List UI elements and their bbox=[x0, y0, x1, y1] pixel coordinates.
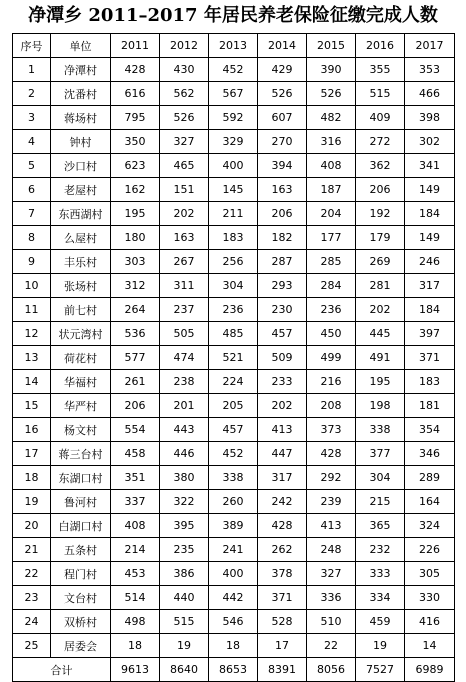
count-cell: 330 bbox=[405, 586, 455, 610]
count-cell: 195 bbox=[356, 370, 405, 394]
count-cell: 457 bbox=[209, 418, 258, 442]
count-cell: 272 bbox=[356, 130, 405, 154]
count-cell: 285 bbox=[307, 250, 356, 274]
unit-name: 张场村 bbox=[51, 274, 111, 298]
unit-name: 蒋场村 bbox=[51, 106, 111, 130]
count-cell: 459 bbox=[356, 610, 405, 634]
total-label: 合计 bbox=[13, 658, 111, 682]
total-value: 8056 bbox=[307, 658, 356, 682]
row-index: 7 bbox=[13, 202, 51, 226]
column-header: 2017 bbox=[405, 34, 455, 58]
count-cell: 292 bbox=[307, 466, 356, 490]
count-cell: 183 bbox=[209, 226, 258, 250]
count-cell: 327 bbox=[307, 562, 356, 586]
count-cell: 562 bbox=[160, 82, 209, 106]
count-cell: 202 bbox=[258, 394, 307, 418]
row-index: 10 bbox=[13, 274, 51, 298]
count-cell: 163 bbox=[160, 226, 209, 250]
row-index: 25 bbox=[13, 634, 51, 658]
row-index: 4 bbox=[13, 130, 51, 154]
count-cell: 149 bbox=[405, 178, 455, 202]
count-cell: 458 bbox=[111, 442, 160, 466]
unit-name: 白湖口村 bbox=[51, 514, 111, 538]
count-cell: 206 bbox=[111, 394, 160, 418]
count-cell: 289 bbox=[405, 466, 455, 490]
count-cell: 19 bbox=[160, 634, 209, 658]
count-cell: 18 bbox=[111, 634, 160, 658]
count-cell: 616 bbox=[111, 82, 160, 106]
count-cell: 270 bbox=[258, 130, 307, 154]
table-row bbox=[13, 82, 455, 106]
count-cell: 430 bbox=[160, 58, 209, 82]
count-cell: 311 bbox=[160, 274, 209, 298]
count-cell: 248 bbox=[307, 538, 356, 562]
count-cell: 338 bbox=[356, 418, 405, 442]
table-row bbox=[13, 562, 455, 586]
count-cell: 409 bbox=[356, 106, 405, 130]
count-cell: 452 bbox=[209, 58, 258, 82]
total-row bbox=[13, 658, 455, 682]
table-row bbox=[13, 226, 455, 250]
count-cell: 235 bbox=[160, 538, 209, 562]
count-cell: 211 bbox=[209, 202, 258, 226]
count-cell: 305 bbox=[405, 562, 455, 586]
row-index: 14 bbox=[13, 370, 51, 394]
row-index: 11 bbox=[13, 298, 51, 322]
table-row bbox=[13, 466, 455, 490]
count-cell: 337 bbox=[111, 490, 160, 514]
count-cell: 287 bbox=[258, 250, 307, 274]
count-cell: 413 bbox=[307, 514, 356, 538]
count-cell: 371 bbox=[258, 586, 307, 610]
row-index: 23 bbox=[13, 586, 51, 610]
count-cell: 230 bbox=[258, 298, 307, 322]
table-row bbox=[13, 346, 455, 370]
count-cell: 302 bbox=[405, 130, 455, 154]
count-cell: 293 bbox=[258, 274, 307, 298]
count-cell: 242 bbox=[258, 490, 307, 514]
count-cell: 14 bbox=[405, 634, 455, 658]
count-cell: 509 bbox=[258, 346, 307, 370]
count-cell: 215 bbox=[356, 490, 405, 514]
table-row bbox=[13, 586, 455, 610]
count-cell: 183 bbox=[405, 370, 455, 394]
row-index: 22 bbox=[13, 562, 51, 586]
count-cell: 232 bbox=[356, 538, 405, 562]
count-cell: 445 bbox=[356, 322, 405, 346]
count-cell: 202 bbox=[356, 298, 405, 322]
count-cell: 466 bbox=[405, 82, 455, 106]
total-value: 6989 bbox=[405, 658, 455, 682]
count-cell: 429 bbox=[258, 58, 307, 82]
count-cell: 338 bbox=[209, 466, 258, 490]
count-cell: 237 bbox=[160, 298, 209, 322]
row-index: 12 bbox=[13, 322, 51, 346]
count-cell: 162 bbox=[111, 178, 160, 202]
count-cell: 267 bbox=[160, 250, 209, 274]
total-value: 8640 bbox=[160, 658, 209, 682]
count-cell: 206 bbox=[356, 178, 405, 202]
table-row bbox=[13, 130, 455, 154]
unit-name: 老屋村 bbox=[51, 178, 111, 202]
count-cell: 397 bbox=[405, 322, 455, 346]
row-index: 21 bbox=[13, 538, 51, 562]
unit-name: 沈番村 bbox=[51, 82, 111, 106]
count-cell: 400 bbox=[209, 562, 258, 586]
count-cell: 151 bbox=[160, 178, 209, 202]
table-row bbox=[13, 610, 455, 634]
count-cell: 214 bbox=[111, 538, 160, 562]
count-cell: 607 bbox=[258, 106, 307, 130]
count-cell: 536 bbox=[111, 322, 160, 346]
column-header: 2016 bbox=[356, 34, 405, 58]
count-cell: 246 bbox=[405, 250, 455, 274]
count-cell: 351 bbox=[111, 466, 160, 490]
count-cell: 316 bbox=[307, 130, 356, 154]
count-cell: 269 bbox=[356, 250, 405, 274]
count-cell: 377 bbox=[356, 442, 405, 466]
count-cell: 205 bbox=[209, 394, 258, 418]
unit-name: 杨文村 bbox=[51, 418, 111, 442]
table-row bbox=[13, 490, 455, 514]
unit-name: 荷花村 bbox=[51, 346, 111, 370]
count-cell: 181 bbox=[405, 394, 455, 418]
total-value: 9613 bbox=[111, 658, 160, 682]
row-index: 6 bbox=[13, 178, 51, 202]
count-cell: 514 bbox=[111, 586, 160, 610]
count-cell: 394 bbox=[258, 154, 307, 178]
table-row bbox=[13, 154, 455, 178]
count-cell: 408 bbox=[111, 514, 160, 538]
unit-name: 东湖口村 bbox=[51, 466, 111, 490]
count-cell: 453 bbox=[111, 562, 160, 586]
count-cell: 491 bbox=[356, 346, 405, 370]
count-cell: 528 bbox=[258, 610, 307, 634]
count-cell: 457 bbox=[258, 322, 307, 346]
count-cell: 327 bbox=[160, 130, 209, 154]
row-index: 18 bbox=[13, 466, 51, 490]
column-header: 2011 bbox=[111, 34, 160, 58]
table-row bbox=[13, 298, 455, 322]
count-cell: 206 bbox=[258, 202, 307, 226]
count-cell: 317 bbox=[258, 466, 307, 490]
row-index: 3 bbox=[13, 106, 51, 130]
count-cell: 238 bbox=[160, 370, 209, 394]
table-row bbox=[13, 442, 455, 466]
count-cell: 260 bbox=[209, 490, 258, 514]
count-cell: 416 bbox=[405, 610, 455, 634]
count-cell: 202 bbox=[160, 202, 209, 226]
unit-name: 五条村 bbox=[51, 538, 111, 562]
unit-name: 丰乐村 bbox=[51, 250, 111, 274]
count-cell: 386 bbox=[160, 562, 209, 586]
count-cell: 346 bbox=[405, 442, 455, 466]
count-cell: 408 bbox=[307, 154, 356, 178]
column-header: 2015 bbox=[307, 34, 356, 58]
count-cell: 362 bbox=[356, 154, 405, 178]
count-cell: 447 bbox=[258, 442, 307, 466]
count-cell: 428 bbox=[307, 442, 356, 466]
table-row bbox=[13, 514, 455, 538]
column-header: 序号 bbox=[13, 34, 51, 58]
count-cell: 192 bbox=[356, 202, 405, 226]
count-cell: 324 bbox=[405, 514, 455, 538]
count-cell: 353 bbox=[405, 58, 455, 82]
total-value: 8653 bbox=[209, 658, 258, 682]
count-cell: 354 bbox=[405, 418, 455, 442]
table-row bbox=[13, 178, 455, 202]
row-index: 19 bbox=[13, 490, 51, 514]
count-cell: 239 bbox=[307, 490, 356, 514]
table-row bbox=[13, 202, 455, 226]
count-cell: 373 bbox=[307, 418, 356, 442]
unit-name: 么屋村 bbox=[51, 226, 111, 250]
count-cell: 577 bbox=[111, 346, 160, 370]
count-cell: 465 bbox=[160, 154, 209, 178]
total-value: 7527 bbox=[356, 658, 405, 682]
unit-name: 双桥村 bbox=[51, 610, 111, 634]
count-cell: 400 bbox=[209, 154, 258, 178]
count-cell: 442 bbox=[209, 586, 258, 610]
count-cell: 371 bbox=[405, 346, 455, 370]
count-cell: 236 bbox=[307, 298, 356, 322]
count-cell: 201 bbox=[160, 394, 209, 418]
row-index: 16 bbox=[13, 418, 51, 442]
count-cell: 485 bbox=[209, 322, 258, 346]
column-header: 2014 bbox=[258, 34, 307, 58]
count-cell: 312 bbox=[111, 274, 160, 298]
row-index: 15 bbox=[13, 394, 51, 418]
row-index: 8 bbox=[13, 226, 51, 250]
count-cell: 145 bbox=[209, 178, 258, 202]
table-row bbox=[13, 394, 455, 418]
count-cell: 413 bbox=[258, 418, 307, 442]
row-index: 5 bbox=[13, 154, 51, 178]
unit-name: 鲁河村 bbox=[51, 490, 111, 514]
count-cell: 474 bbox=[160, 346, 209, 370]
count-cell: 184 bbox=[405, 202, 455, 226]
count-cell: 322 bbox=[160, 490, 209, 514]
table-row bbox=[13, 538, 455, 562]
count-cell: 452 bbox=[209, 442, 258, 466]
count-cell: 163 bbox=[258, 178, 307, 202]
table-row bbox=[13, 106, 455, 130]
column-header: 单位 bbox=[51, 34, 111, 58]
table-row bbox=[13, 370, 455, 394]
unit-name: 状元湾村 bbox=[51, 322, 111, 346]
count-cell: 22 bbox=[307, 634, 356, 658]
unit-name: 沙口村 bbox=[51, 154, 111, 178]
count-cell: 179 bbox=[356, 226, 405, 250]
count-cell: 149 bbox=[405, 226, 455, 250]
column-header: 2013 bbox=[209, 34, 258, 58]
count-cell: 233 bbox=[258, 370, 307, 394]
count-cell: 329 bbox=[209, 130, 258, 154]
unit-name: 蒋三台村 bbox=[51, 442, 111, 466]
count-cell: 18 bbox=[209, 634, 258, 658]
count-cell: 317 bbox=[405, 274, 455, 298]
count-cell: 567 bbox=[209, 82, 258, 106]
count-cell: 380 bbox=[160, 466, 209, 490]
count-cell: 526 bbox=[307, 82, 356, 106]
count-cell: 521 bbox=[209, 346, 258, 370]
count-cell: 510 bbox=[307, 610, 356, 634]
count-cell: 241 bbox=[209, 538, 258, 562]
count-cell: 365 bbox=[356, 514, 405, 538]
count-cell: 262 bbox=[258, 538, 307, 562]
count-cell: 334 bbox=[356, 586, 405, 610]
count-cell: 164 bbox=[405, 490, 455, 514]
count-cell: 177 bbox=[307, 226, 356, 250]
count-cell: 446 bbox=[160, 442, 209, 466]
table-row bbox=[13, 58, 455, 82]
page-title: 净潭乡 2011–2017 年居民养老保险征缴完成人数 bbox=[28, 5, 438, 26]
unit-name: 净潭村 bbox=[51, 58, 111, 82]
row-index: 13 bbox=[13, 346, 51, 370]
unit-name: 钟村 bbox=[51, 130, 111, 154]
column-header: 2012 bbox=[160, 34, 209, 58]
count-cell: 515 bbox=[356, 82, 405, 106]
total-value: 8391 bbox=[258, 658, 307, 682]
count-cell: 390 bbox=[307, 58, 356, 82]
count-cell: 389 bbox=[209, 514, 258, 538]
header-row bbox=[13, 34, 455, 58]
count-cell: 505 bbox=[160, 322, 209, 346]
row-index: 17 bbox=[13, 442, 51, 466]
row-index: 2 bbox=[13, 82, 51, 106]
unit-name: 华严村 bbox=[51, 394, 111, 418]
count-cell: 378 bbox=[258, 562, 307, 586]
unit-name: 文台村 bbox=[51, 586, 111, 610]
row-index: 20 bbox=[13, 514, 51, 538]
count-cell: 395 bbox=[160, 514, 209, 538]
unit-name: 居委会 bbox=[51, 634, 111, 658]
row-index: 1 bbox=[13, 58, 51, 82]
count-cell: 264 bbox=[111, 298, 160, 322]
count-cell: 281 bbox=[356, 274, 405, 298]
count-cell: 428 bbox=[111, 58, 160, 82]
count-cell: 216 bbox=[307, 370, 356, 394]
count-cell: 482 bbox=[307, 106, 356, 130]
count-cell: 333 bbox=[356, 562, 405, 586]
row-index: 9 bbox=[13, 250, 51, 274]
count-cell: 450 bbox=[307, 322, 356, 346]
count-cell: 19 bbox=[356, 634, 405, 658]
count-cell: 795 bbox=[111, 106, 160, 130]
count-cell: 236 bbox=[209, 298, 258, 322]
unit-name: 程门村 bbox=[51, 562, 111, 586]
table-row bbox=[13, 274, 455, 298]
count-cell: 355 bbox=[356, 58, 405, 82]
count-cell: 336 bbox=[307, 586, 356, 610]
count-cell: 204 bbox=[307, 202, 356, 226]
count-cell: 208 bbox=[307, 394, 356, 418]
count-cell: 17 bbox=[258, 634, 307, 658]
count-cell: 526 bbox=[258, 82, 307, 106]
unit-name: 东西湖村 bbox=[51, 202, 111, 226]
count-cell: 592 bbox=[209, 106, 258, 130]
count-cell: 284 bbox=[307, 274, 356, 298]
count-cell: 554 bbox=[111, 418, 160, 442]
count-cell: 226 bbox=[405, 538, 455, 562]
count-cell: 184 bbox=[405, 298, 455, 322]
unit-name: 前七村 bbox=[51, 298, 111, 322]
table-row bbox=[13, 322, 455, 346]
count-cell: 623 bbox=[111, 154, 160, 178]
unit-name: 华福村 bbox=[51, 370, 111, 394]
count-cell: 443 bbox=[160, 418, 209, 442]
count-cell: 187 bbox=[307, 178, 356, 202]
count-cell: 440 bbox=[160, 586, 209, 610]
table-row bbox=[13, 418, 455, 442]
count-cell: 428 bbox=[258, 514, 307, 538]
count-cell: 526 bbox=[160, 106, 209, 130]
count-cell: 498 bbox=[111, 610, 160, 634]
count-cell: 350 bbox=[111, 130, 160, 154]
count-cell: 515 bbox=[160, 610, 209, 634]
count-cell: 224 bbox=[209, 370, 258, 394]
count-cell: 303 bbox=[111, 250, 160, 274]
count-cell: 499 bbox=[307, 346, 356, 370]
count-cell: 546 bbox=[209, 610, 258, 634]
table-row bbox=[13, 250, 455, 274]
count-cell: 198 bbox=[356, 394, 405, 418]
count-cell: 180 bbox=[111, 226, 160, 250]
count-cell: 195 bbox=[111, 202, 160, 226]
count-cell: 304 bbox=[209, 274, 258, 298]
row-index: 24 bbox=[13, 610, 51, 634]
table-row bbox=[13, 634, 455, 658]
count-cell: 256 bbox=[209, 250, 258, 274]
count-cell: 398 bbox=[405, 106, 455, 130]
count-cell: 182 bbox=[258, 226, 307, 250]
count-cell: 261 bbox=[111, 370, 160, 394]
count-cell: 304 bbox=[356, 466, 405, 490]
count-cell: 341 bbox=[405, 154, 455, 178]
data-table bbox=[12, 33, 455, 682]
